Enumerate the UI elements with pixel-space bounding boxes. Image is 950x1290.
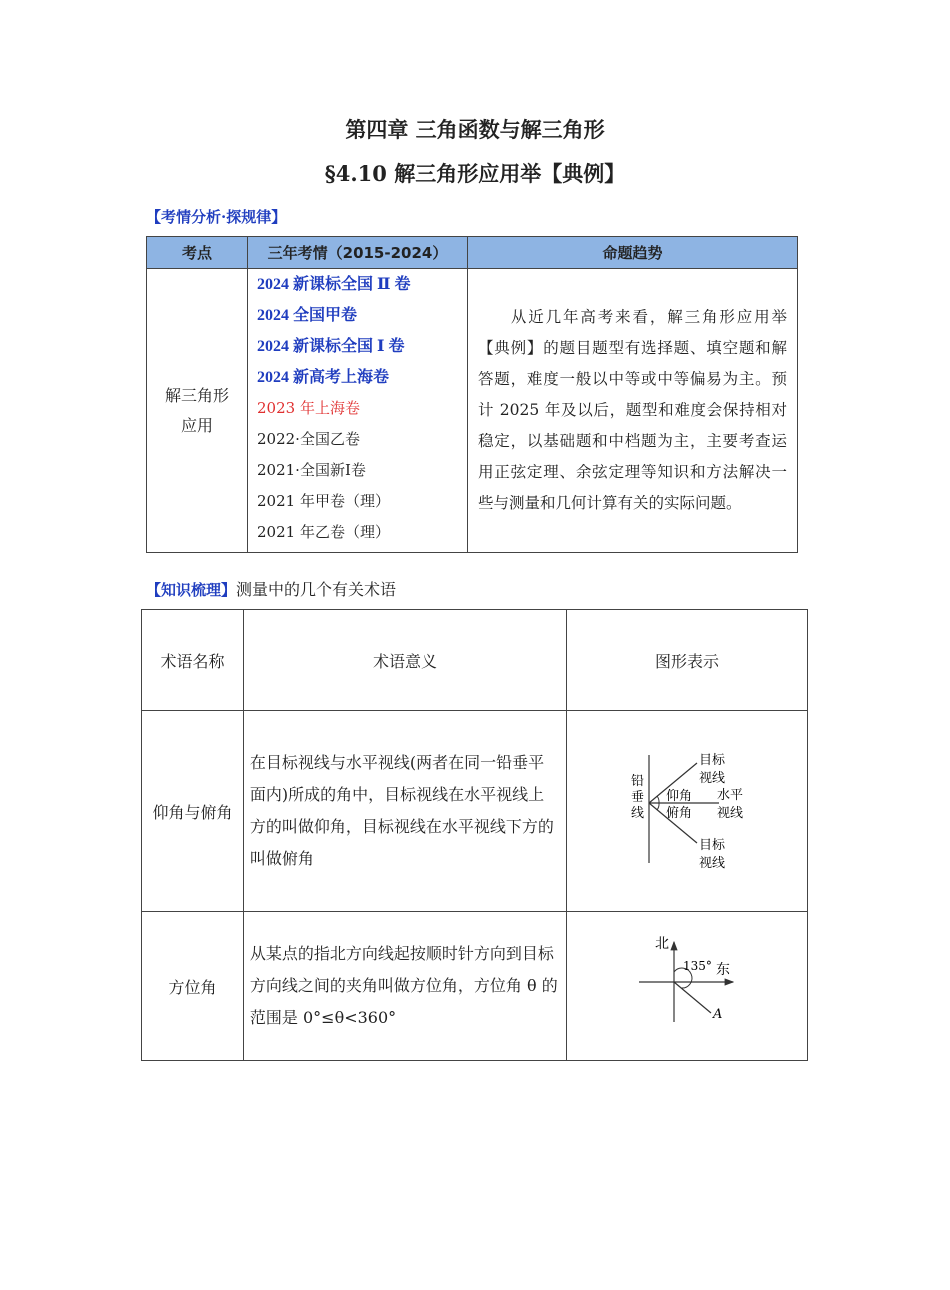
exam-item: 2024 新课标全国 Ⅱ 卷 [257, 276, 411, 293]
east-label: 东 [716, 962, 730, 978]
target-top-label-2: 视线 [699, 771, 726, 786]
point-a-label: A [713, 1007, 723, 1022]
knowledge-label: 【知识梳理】 [146, 581, 237, 599]
exam-list [248, 269, 468, 553]
table-row [142, 912, 808, 1061]
horizontal-label-2: 视线 [717, 806, 744, 821]
exam-item: 2024 全国甲卷 [257, 307, 358, 324]
exam-item: 2022·全国乙卷 [257, 430, 360, 448]
analysis-heading: 【考情分析·探规律】 [146, 208, 287, 226]
column-header: 考点 [147, 237, 248, 269]
target-bottom-label-2: 视线 [699, 856, 726, 869]
depression-label: 俯角 [666, 806, 693, 821]
trend-text: 从近几年高考来看，解三角形应用举【典例】的题目题型有选择题、填空题和解答题，难度一般以中等或中等偏易为主。预计 2025 年及以后，题型和难度会保持相对稳定，以基础题和中档题为主，主要考查 [478, 308, 787, 450]
term-name: 方位角 [142, 912, 244, 1061]
term-meaning: 在目标视线与水平视线(两者在同一铅垂平面内)所成的角中，目标视线在水平视线上方的叫做仰角，目标视线在水平视线下方的叫做俯角 [243, 711, 566, 912]
target-top-label-1: 目标 [699, 753, 726, 768]
figure-cell [567, 711, 808, 912]
term-name: 仰角与俯角 [142, 711, 244, 912]
horizontal-label-1: 水平 [717, 788, 744, 803]
elevation-label: 仰角 [666, 789, 693, 804]
exam-item: 2021 年乙卷（理） [257, 523, 390, 541]
knowledge-subtitle: 测量中的几个有关术语 [236, 580, 397, 599]
column-header: 三年考情（2015-2024） [248, 237, 468, 269]
exam-item: 2024 新高考上海卷 [257, 369, 390, 386]
angle-label: 135° [683, 959, 712, 973]
topic-line: 应用 [180, 415, 213, 435]
trend-cell [468, 269, 798, 553]
table-row [142, 711, 808, 912]
azimuth-diagram [567, 934, 807, 1034]
section-title: §4.10 解三角形应用举【典例】 [324, 161, 626, 186]
analysis-table [146, 236, 798, 553]
figure-cell [567, 912, 808, 1061]
knowledge-heading [146, 577, 396, 600]
vertical-label-3: 线 [631, 806, 645, 821]
vertical-label-1: 铅 [631, 774, 645, 789]
exam-item: 2023 年上海卷 [257, 399, 360, 417]
target-bottom-label-1: 目标 [699, 838, 726, 853]
topic-line: 解三角形 [164, 385, 229, 405]
topic-cell [147, 269, 248, 553]
column-header: 命题趋势 [468, 237, 798, 269]
exam-item: 2021·全国新Ⅰ卷 [257, 461, 366, 479]
column-header: 术语名称 [142, 610, 244, 711]
trend-tail: 运用正弦定理、余弦定理等知识和方法解决一些与测量和几何计算有关的实际问题。 [478, 432, 787, 512]
term-meaning: 从某点的指北方向线起按顺时针方向到目标方向线之间的夹角叫做方位角，方位角 θ 的范围是 0°≤θ<360° [243, 912, 566, 1061]
column-header: 术语意义 [243, 610, 566, 711]
exam-item: 2024 新课标全国 Ⅰ 卷 [257, 338, 405, 355]
chapter-title: 第四章 三角函数与解三角形 [345, 117, 605, 142]
elevation-depression-diagram [567, 749, 807, 869]
north-label: 北 [655, 936, 669, 952]
column-header: 图形表示 [567, 610, 808, 711]
terms-table [141, 609, 808, 1061]
exam-item: 2021 年甲卷（理） [257, 492, 390, 510]
vertical-label-2: 垂 [631, 790, 645, 805]
